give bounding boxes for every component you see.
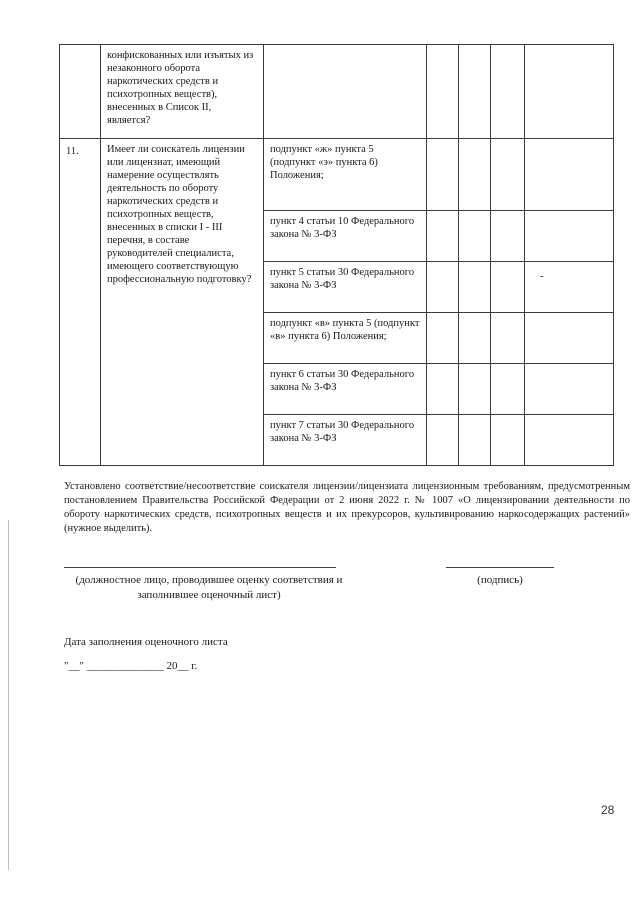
table-cell [525, 139, 614, 211]
table-cell [427, 139, 459, 211]
table-cell [525, 415, 614, 466]
table-cell [459, 45, 491, 139]
official-caption: (должностное лицо, проводившее оценку соответствия и заполнившее оценочный лист) [75, 574, 343, 601]
table-cell [491, 415, 525, 466]
reference-cell: пункт 5 статьи 30 Федерального закона № 3-ФЗ [264, 262, 427, 313]
table-cell [491, 45, 525, 139]
reference-cell: пункт 6 статьи 30 Федерального закона № 3-ФЗ [264, 364, 427, 415]
reference-cell: подпункт «ж» пункта 5 (подпункт «э» пункта 6) Положения; [264, 139, 427, 211]
table-cell [491, 139, 525, 211]
table-row [60, 45, 614, 139]
table-cell [459, 415, 491, 466]
table-cell [491, 211, 525, 262]
question-cell: Имеет ли соискатель лицензии или лицензиат, имеющий намерение осуществлять деятельность по обороту наркотических средств и психотропных веществ, внесенных в списки I - III перечня, в составе руководителей специалиста, имеющего соответствующую профессиональную подготовку? [101, 139, 264, 466]
table-cell [459, 139, 491, 211]
table-cell [525, 364, 614, 415]
reference-cell: подпункт «в» пункта 5 (подпункт «в» пункта 6) Положения; [264, 313, 427, 364]
table-cell [459, 364, 491, 415]
table-cell [459, 262, 491, 313]
reference-cell: пункт 4 статьи 10 Федерального закона № 3-ФЗ [264, 211, 427, 262]
signature-line [446, 567, 554, 568]
evaluation-table [59, 44, 614, 466]
table-cell [459, 313, 491, 364]
table-cell [459, 211, 491, 262]
page-number: 28 [601, 803, 615, 817]
compliance-statement: Установлено соответствие/несоответствие соискателя лицензии/лицензиата лицензионным требованиям, предусмотренным постановлением Правительства Российской Федерации от 2 июня 2022 г. № 1007 «О лицензировании деятельности по обороту наркотических средств, психотропных веществ и их прекурсоров, культивированию наркосодержащих растений» (нужное выделить). [64, 481, 630, 534]
table-cell [427, 415, 459, 466]
reference-cell: пункт 7 статьи 30 Федерального закона № 3-ФЗ [264, 415, 427, 466]
table-row [60, 139, 614, 211]
signature-caption: (подпись) [477, 574, 523, 586]
date-fill-line: "__" ______________ 20__ г. [64, 660, 198, 672]
table-cell [525, 45, 614, 139]
table-cell [60, 45, 101, 139]
table-cell [525, 211, 614, 262]
mark-cell: - [525, 262, 614, 313]
question-cell: конфискованных или изъятых из незаконного оборота наркотических средств и психотропных веществ), внесенных в Список II, является? [101, 45, 264, 139]
table-cell [491, 262, 525, 313]
table-cell [525, 313, 614, 364]
table-cell [264, 45, 427, 139]
table-cell [427, 313, 459, 364]
official-signature-line [64, 567, 336, 568]
item-number: 11. [60, 139, 101, 466]
table-cell [491, 364, 525, 415]
table-cell [427, 262, 459, 313]
scan-edge-line [8, 520, 9, 870]
table-cell [427, 45, 459, 139]
table-cell [427, 211, 459, 262]
table-cell [427, 364, 459, 415]
table-cell [491, 313, 525, 364]
date-label: Дата заполнения оценочного листа [64, 636, 228, 648]
